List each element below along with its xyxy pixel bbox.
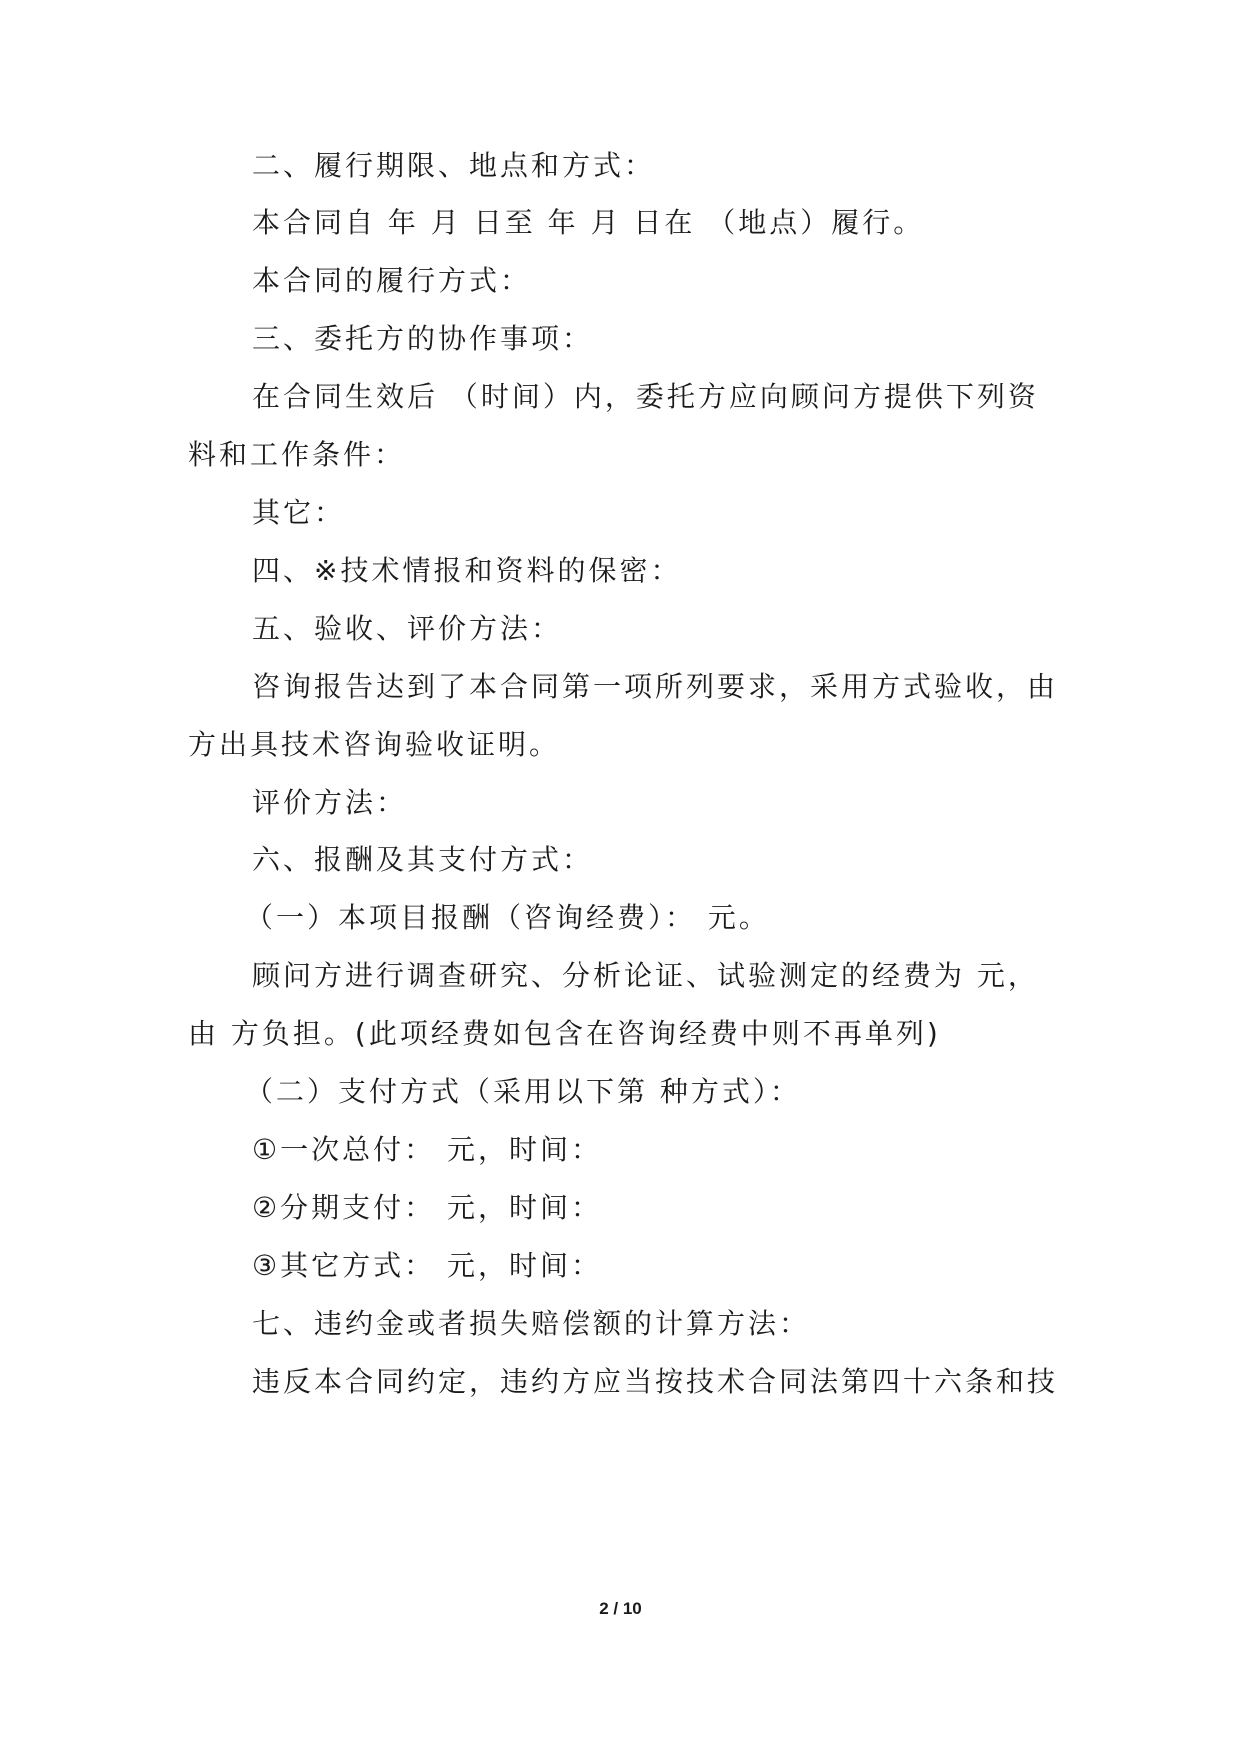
payment-option-3: ③其它方式： 元，时间： [252, 1249, 603, 1282]
cooperation-paragraph-line-1: 在合同生效后 （时间）内，委托方应向顾问方提供下列资 [252, 380, 1039, 413]
acceptance-paragraph-line-1: 咨询报告达到了本合同第一项所列要求，采用方式验收，由 [252, 670, 1059, 703]
acceptance-paragraph-line-2: 方出具技术咨询验收证明。 [188, 728, 561, 761]
evaluation-method-line: 评价方法： [252, 786, 408, 819]
fee-amount-line: （一）本项目报酬（咨询经费）： 元。 [245, 901, 770, 934]
section-5-heading: 五、验收、评价方法： [252, 612, 563, 645]
section-3-heading: 三、委托方的协作事项： [252, 322, 594, 355]
performance-period-line: 本合同自 年 月 日至 年 月 日在 （地点）履行。 [252, 206, 925, 239]
performance-method-line: 本合同的履行方式： [252, 264, 532, 297]
page-number: 2 / 10 [599, 1599, 642, 1618]
breach-paragraph-line-1: 违反本合同约定，违约方应当按技术合同法第四十六条和技 [252, 1365, 1059, 1398]
section-6-heading: 六、报酬及其支付方式： [252, 843, 594, 876]
research-fee-line-2: 由 方负担。(此项经费如包含在咨询经费中则不再单列) [188, 1017, 941, 1050]
section-7-heading: 七、违约金或者损失赔偿额的计算方法： [252, 1307, 811, 1340]
other-line: 其它： [252, 496, 346, 529]
research-fee-line-1: 顾问方进行调查研究、分析论证、试验测定的经费为 元， [252, 959, 1039, 992]
section-4-heading: 四、※技术情报和资料的保密： [252, 554, 682, 587]
payment-option-2: ②分期支付： 元，时间： [252, 1191, 603, 1224]
section-2-heading: 二、履行期限、地点和方式： [252, 149, 656, 182]
payment-option-1: ①一次总付： 元，时间： [252, 1133, 603, 1166]
cooperation-paragraph-line-2: 料和工作条件： [188, 438, 406, 471]
payment-method-heading: （二）支付方式（采用以下第 种方式）： [245, 1075, 801, 1108]
